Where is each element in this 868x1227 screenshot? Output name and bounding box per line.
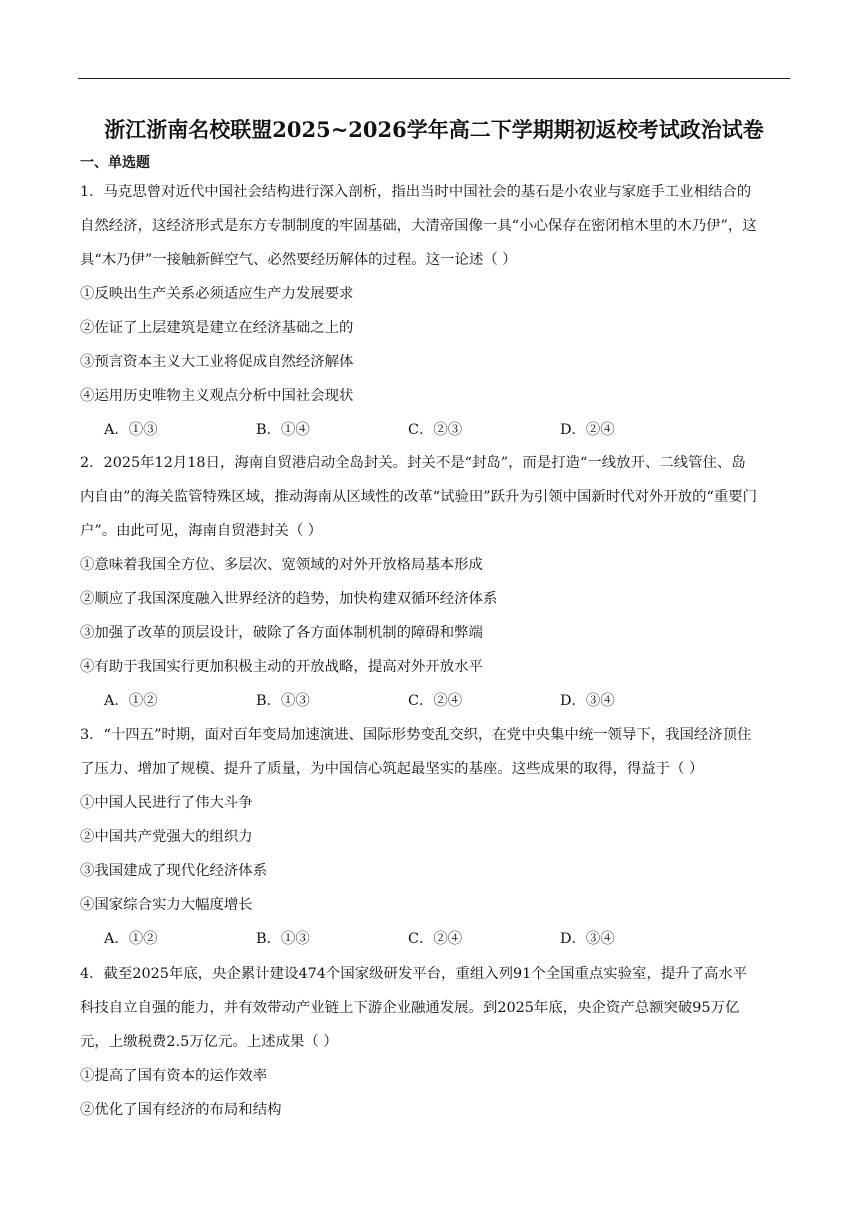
question-text-line: 具“木乃伊”一接触新鲜空气、必然要经历解体的过程。这一论述（ ） — [80, 252, 517, 268]
statement: ②顺应了我国深度融入世界经济的趋势，加快构建双循环经济体系 — [80, 591, 498, 607]
question-2 — [80, 446, 792, 718]
choice-d[interactable]: D．②④ — [560, 422, 615, 438]
header-rule — [78, 78, 790, 79]
statement: ①中国人民进行了伟大斗争 — [80, 795, 253, 811]
statement: ①反映出生产关系必须适应生产力发展要求 — [80, 286, 354, 302]
statement: ④运用历史唯物主义观点分析中国社会现状 — [80, 388, 354, 404]
section-heading: 一、单选题 — [80, 155, 150, 171]
statement: ②优化了国有经济的布局和结构 — [80, 1102, 282, 1118]
choice-d[interactable]: D．③④ — [560, 693, 615, 709]
statement: ④有助于我国实行更加积极主动的开放战略，提高对外开放水平 — [80, 659, 483, 675]
question-text-line: 1．马克思曾对近代中国社会结构进行深入剖析，指出当时中国社会的基石是小农业与家庭手工业相结合的 — [80, 184, 752, 200]
choice-c[interactable]: C．②④ — [408, 931, 463, 947]
choice-b[interactable]: B．①④ — [256, 422, 310, 438]
answer-choices — [80, 922, 792, 956]
question-text-line: 科技自立自强的能力，并有效带动产业链上下游企业融通发展。到2025年底，央企资产总额突破95万亿 — [80, 1000, 740, 1016]
choice-a[interactable]: A．①② — [104, 931, 158, 947]
statement: ①意味着我国全方位、多层次、宽领域的对外开放格局基本形成 — [80, 557, 483, 573]
question-text-line: 自然经济，这经济形式是东方专制制度的牢固基础，大清帝国像一具“小心保存在密闭棺木里的木乃伊”，这 — [80, 218, 757, 234]
question-text-line: 元，上缴税费2.5万亿元。上述成果（ ） — [80, 1034, 338, 1050]
question-text-line: 3．“十四五”时期，面对百年变局加速演进、国际形势变乱交织，在党中央集中统一领导下，我国经济顶住 — [80, 727, 752, 743]
page-title: 浙江浙南名校联盟2025~2026学年高二下学期期初返校考试政治试卷 — [104, 117, 764, 142]
question-text-line: 户”。由此可见，海南自贸港封关（ ） — [80, 523, 323, 539]
question-1 — [80, 175, 792, 447]
choice-b[interactable]: B．①③ — [256, 931, 310, 947]
answer-choices — [80, 413, 792, 447]
question-3 — [80, 718, 792, 956]
choice-c[interactable]: C．②③ — [408, 422, 463, 438]
statement: ③预言资本主义大工业将促成自然经济解体 — [80, 354, 354, 370]
statement: ②佐证了上层建筑是建立在经济基础之上的 — [80, 320, 354, 336]
question-4 — [80, 957, 792, 1127]
statement: ①提高了国有资本的运作效率 — [80, 1068, 268, 1084]
answer-choices — [80, 684, 792, 718]
choice-c[interactable]: C．②④ — [408, 693, 463, 709]
statement: ③我国建成了现代化经济体系 — [80, 863, 268, 879]
statement: ③加强了改革的顶层设计，破除了各方面体制机制的障碍和弊端 — [80, 625, 483, 641]
question-text-line: 内自由”的海关监管特殊区域，推动海南从区域性的改革“试验田”跃升为引领中国新时代对外开放的“重要门 — [80, 489, 758, 505]
choice-a[interactable]: A．①② — [104, 693, 158, 709]
choice-a[interactable]: A．①③ — [104, 422, 158, 438]
choice-b[interactable]: B．①③ — [256, 693, 310, 709]
question-text-line: 4．截至2025年底，央企累计建设474个国家级研发平台，重组入列91个全国重点实验室，提升了高水平 — [80, 966, 748, 982]
statement: ④国家综合实力大幅度增长 — [80, 897, 253, 913]
choice-d[interactable]: D．③④ — [560, 931, 615, 947]
statement: ②中国共产党强大的组织力 — [80, 829, 253, 845]
question-text-line: 了压力、增加了规模、提升了质量，为中国信心筑起最坚实的基座。这些成果的取得，得益于（ ） — [80, 761, 704, 777]
question-text-line: 2．2025年12月18日，海南自贸港启动全岛封关。封关不是“封岛”，而是打造“一线放开、二线管住、岛 — [80, 455, 746, 471]
